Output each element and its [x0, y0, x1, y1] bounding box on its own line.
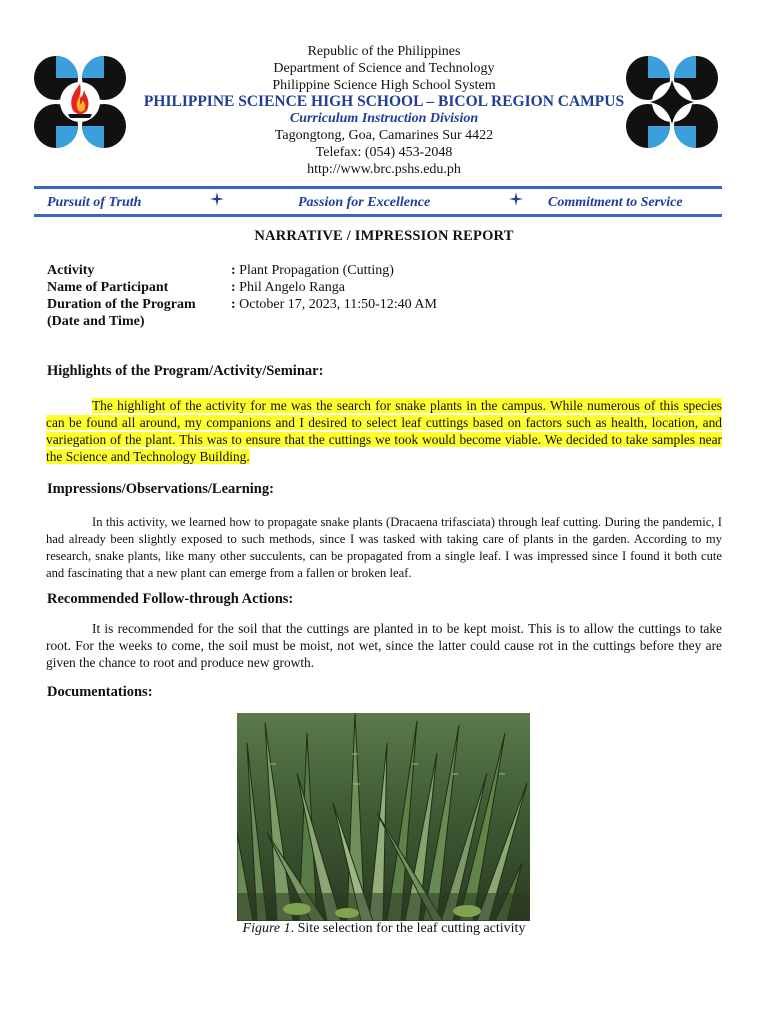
highlights-heading: Highlights of the Program/Activity/Seminar:: [47, 363, 324, 379]
documentations-heading: Documentations:: [47, 684, 153, 700]
recommended-heading: Recommended Follow-through Actions:: [47, 591, 294, 607]
motto-passion: Passion for Excellence: [298, 195, 431, 210]
duration-label-sub: (Date and Time): [47, 314, 145, 329]
header-website: http://www.brc.pshs.edu.ph: [307, 162, 461, 177]
sparkle-icon: [210, 192, 224, 206]
recommended-paragraph: It is recommended for the soil that the cuttings are planted in to be kept moist. This is to allow the cuttings to take root. For the weeks to come, the soil must be moist, not wet, since the latter could cause rot in the cuttings before they are given the chance to root and produce new growth.: [46, 621, 722, 670]
highlights-paragraph: [46, 397, 722, 465]
highlighted-text: The highlight of the activity for me was the search for snake plants in the campus. While numerous of this species can be found all around, my companions and I desired to select leaf cuttings based on factors such as health, location, and variegation of the plant. This was to ensure that the cuttings we took would become viable. We decided to take samples near the Science and Technology Building.: [46, 398, 722, 464]
motto-rule-top: [34, 186, 722, 189]
header-telefax: Telefax: (054) 453-2048: [315, 145, 453, 160]
header-republic: Republic of the Philippines: [307, 44, 461, 59]
duration-label: Duration of the Program: [47, 297, 196, 312]
figure-caption: Figure 1. Site selection for the leaf cutting activity: [242, 921, 526, 936]
sparkle-icon: [509, 192, 523, 206]
header-address: Tagongtong, Goa, Camarines Sur 4422: [274, 128, 494, 143]
snake-plant-photo: [237, 713, 530, 921]
motto-rule-bottom: [34, 214, 722, 217]
activity-label: Activity: [47, 263, 95, 278]
header-division: Curriculum Instruction Division: [289, 111, 479, 126]
report-title: NARRATIVE / IMPRESSION REPORT: [254, 228, 514, 244]
motto-pursuit: Pursuit of Truth: [47, 195, 142, 210]
impressions-heading: Impressions/Observations/Learning:: [47, 481, 274, 497]
activity-value: : Plant Propagation (Cutting): [231, 263, 394, 278]
header-department: Department of Science and Technology: [273, 61, 495, 76]
duration-value: : October 17, 2023, 11:50-12:40 AM: [231, 297, 437, 312]
participant-label: Name of Participant: [47, 280, 169, 295]
participant-value: : Phil Angelo Ranga: [231, 280, 345, 295]
impressions-paragraph: In this activity, we learned how to propagate snake plants (Dracaena trifasciata) through leaf cutting. During the pandemic, I had already been slightly exposed to such methods, since I was tasked with taking care of plants in the garden. According to my research, snake plants, like many other succulents, can be propagated from a single leaf. I was impressed since I found it both cute and fascinating that a new plant can emerge from a fallen or broken leaf.: [46, 515, 722, 580]
header-system: Philippine Science High School System: [272, 78, 496, 93]
motto-commitment: Commitment to Service: [548, 195, 683, 210]
header-school-name: PHILIPPINE SCIENCE HIGH SCHOOL – BICOL REGION CAMPUS: [143, 93, 625, 110]
